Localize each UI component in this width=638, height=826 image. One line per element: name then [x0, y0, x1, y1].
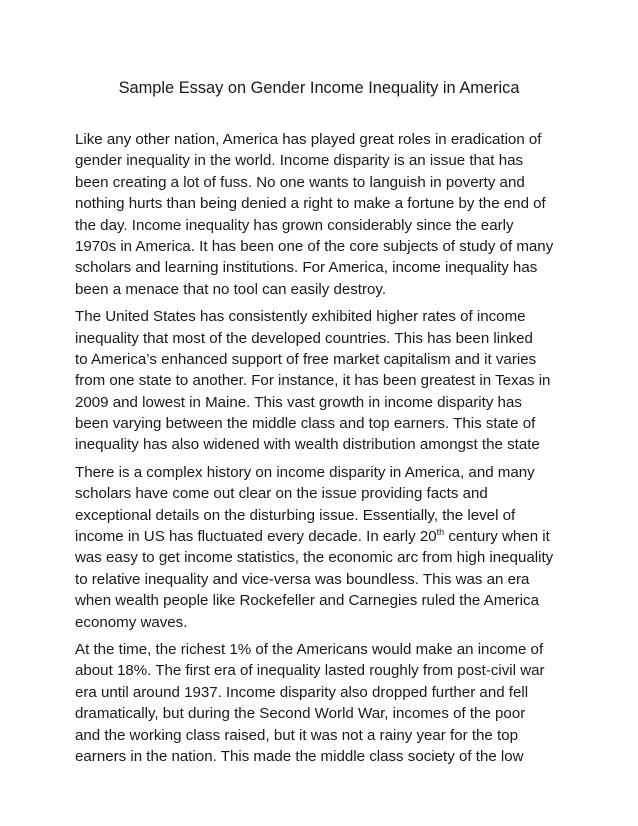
text-line: economy waves. — [75, 613, 188, 631]
text-line: been varying between the middle class and top earners. This state of — [75, 415, 536, 433]
superscript-ordinal: th — [436, 527, 445, 538]
text-line: scholars and learning institutions. For America, income inequality has — [75, 259, 538, 277]
text-line: There is a complex history on income disparity in America, and many — [75, 463, 535, 481]
text-line: inequality has also widened with wealth distribution amongst the state — [75, 436, 540, 454]
text-line: era until around 1937. Income disparity also dropped further and fell — [75, 683, 529, 701]
text-line: gender inequality in the world. Income disparity is an issue that has — [75, 152, 524, 170]
text-line: when wealth people like Rockefeller and Carnegies ruled the America — [75, 592, 539, 610]
text-line: dramatically, but during the Second World War, incomes of the poor — [75, 705, 526, 723]
text-line: At the time, the richest 1% of the Americans would make an income of — [75, 640, 544, 658]
text-line: 2009 and lowest in Maine. This vast growth in income disparity has — [75, 393, 522, 411]
text-line: nothing hurts than being denied a right to make a fortune by the end of — [75, 195, 546, 213]
text-line: 1970s in America. It has been one of the core subjects of study of many — [75, 237, 554, 255]
text-line: to relative inequality and vice-versa was boundless. This was an era — [75, 570, 530, 588]
text-line: the day. Income inequality has grown considerably since the early — [75, 216, 514, 234]
text-line: about 18%. The first era of inequality lasted roughly from post-civil war — [75, 662, 545, 680]
text-segment: income in US has fluctuated every decade. In early 20 — [75, 528, 437, 546]
paragraph-4 — [75, 639, 575, 767]
text-line: inequality that most of the developed countries. This has been linked — [75, 329, 533, 347]
text-line: was easy to get income statistics, the economic arc from high inequality — [75, 549, 554, 567]
text-line: to America’s enhanced support of free market capitalism and it varies — [75, 350, 537, 368]
text-line: The United States has consistently exhibited higher rates of income — [75, 308, 526, 326]
paragraph-1 — [75, 129, 575, 300]
paragraph-2 — [75, 306, 575, 456]
text-line: earners in the nation. This made the middle class society of the low — [75, 747, 524, 765]
text-segment: century when it — [444, 528, 550, 546]
text-line: scholars have come out clear on the issue providing facts and — [75, 485, 488, 503]
text-line: been a menace that no tool can easily destroy. — [75, 280, 387, 298]
text-line-with-superscript — [75, 526, 575, 547]
essay-title: Sample Essay on Gender Income Inequality in America — [118, 79, 520, 97]
essay-body — [75, 129, 575, 773]
text-line: from one state to another. For instance, it has been greatest in Texas in — [75, 372, 551, 390]
text-line: Like any other nation, America has played great roles in eradication of — [75, 131, 542, 148]
text-line: been creating a lot of fuss. No one wants to languish in poverty and — [75, 173, 525, 191]
paragraph-3 — [75, 462, 575, 633]
text-line: exceptional details on the disturbing issue. Essentially, the level of — [75, 506, 516, 524]
text-line: and the working class raised, but it was not a rainy year for the top — [75, 726, 518, 744]
